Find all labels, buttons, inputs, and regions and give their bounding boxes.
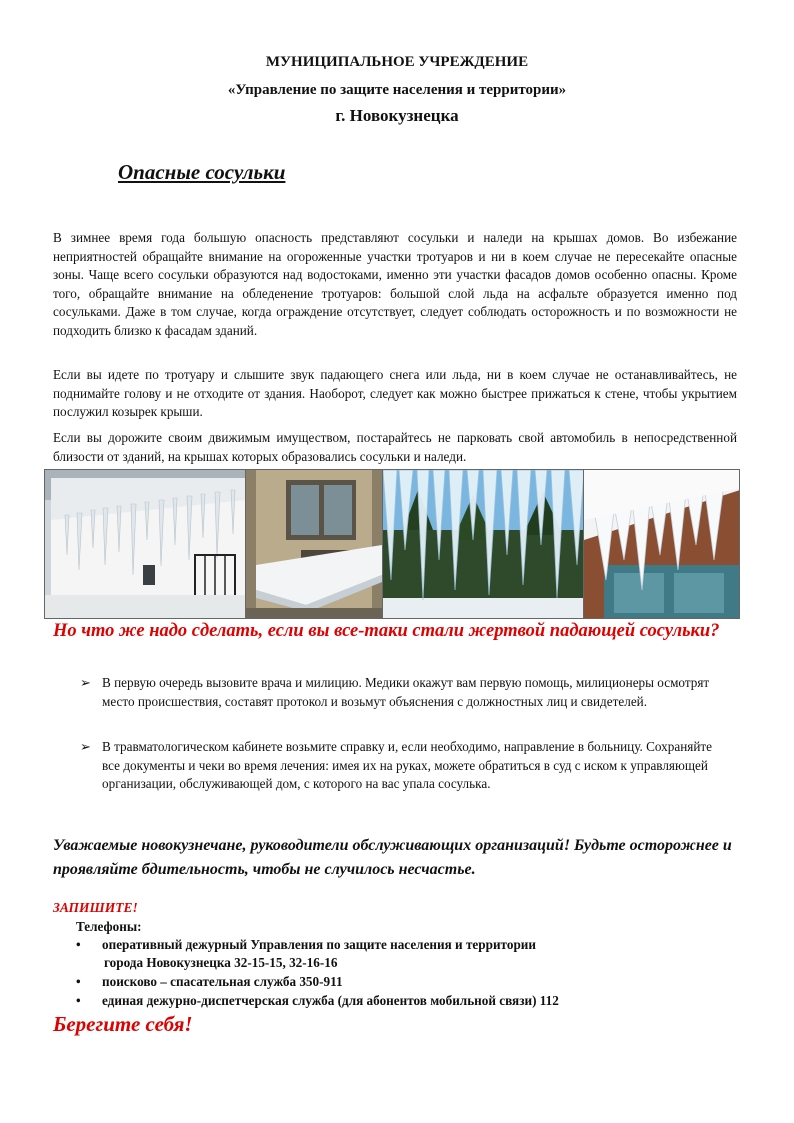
phone-item	[76, 992, 559, 1010]
photo-strip	[44, 469, 740, 619]
phone-item	[76, 936, 536, 971]
paragraph-2: Если вы идете по тротуару и слышите звук падающего снега или льда, ни в коем случае не останавливайтесь, не поднимайте голову и не отходите от здания. Наоборот, следует как можно быстрее прижаться к стене, чтобы укрытием послужил козырек крыши.	[53, 367, 737, 419]
paragraph-1: В зимнее время года большую опасность представляют сосульки и наледи на крышах домов. Во избежание неприятностей обращайте внимание на огороженные участки тротуаров и ни в коем случае не пересекайте опасные зоны. Чаще всего сосульки образуются над водостоками, именно эти участки фасадов домов особенно опасны. Кроме того, обращайте внимание на обледенение тротуаров: большой слой льда на асфальте образуется именно под сосульками. Даже в том случае, когда ограждение отсутствует, следует соблюдать осторожность и по возможности не подходить близко к фасадам зданий.	[53, 230, 737, 338]
closing-slogan: Берегите себя!	[53, 1012, 193, 1036]
photo-roof-edge	[246, 470, 382, 618]
bullet-dot-icon: •	[76, 937, 81, 952]
list-item	[80, 738, 730, 794]
question-heading: Но что же надо сделать, если вы все-таки стали жертвой падающей сосульки?	[53, 621, 720, 641]
photo-icicles-forest	[383, 470, 584, 618]
photo-building-icicles	[45, 470, 246, 618]
paragraph-3: Если вы дорожите своим движимым имуществом, постарайтесь не парковать свой автомобиль в непосредственной близости от зданий, на крышах которых образовались сосульки и наледи.	[53, 430, 737, 464]
arrow-bullet-icon: ➢	[80, 739, 91, 754]
header-line-2: «Управление по защите населения и территории»	[227, 82, 567, 98]
appeal-text: Уважаемые новокузнечане, руководители обслуживающих организаций! Будьте осторожнее и проявляйте бдительность, чтобы не случилось несчастье.	[53, 837, 732, 878]
photo-icicles-window	[584, 470, 739, 618]
phone-item	[76, 973, 343, 991]
write-down-label: ЗАПИШИТЕ!	[53, 900, 138, 915]
page-title: Опасные сосульки	[118, 160, 286, 184]
list-item-text: В первую очередь вызовите врача и милицию. Медики окажут вам первую помощь, милиционеры осмотрят место происшествия, составят протокол и возьмут объяснения с должностных лиц и свидетелей.	[102, 675, 710, 709]
header-line-3: г. Новокузнецка	[335, 106, 459, 125]
bullet-dot-icon: •	[76, 993, 81, 1008]
phone-item-line: города Новокузнецка 32-15-15, 32-16-16	[104, 954, 338, 970]
phone-item-line: оперативный дежурный Управления по защите населения и территории	[102, 937, 536, 952]
header-line-1: МУНИЦИПАЛЬНОЕ УЧРЕЖДЕНИЕ	[265, 54, 529, 70]
phone-item-line: поисково – спасательная служба 350-911	[102, 974, 343, 989]
phones-label: Телефоны:	[76, 919, 142, 934]
arrow-bullet-icon: ➢	[80, 675, 91, 690]
phone-item-line: единая дежурно-диспетчерская служба (для абонентов мобильной связи) 112	[102, 993, 559, 1008]
list-item-text: В травматологическом кабинете возьмите справку и, если необходимо, направление в больницу. Сохраняйте все документы и чеки во время лечения: имея их на руках, можете обратиться в суд с иском к управляющей организации, обслуживающей дом, с которого на вас упала сосулька.	[102, 739, 713, 791]
list-item	[80, 674, 730, 711]
bullet-dot-icon: •	[76, 974, 81, 989]
